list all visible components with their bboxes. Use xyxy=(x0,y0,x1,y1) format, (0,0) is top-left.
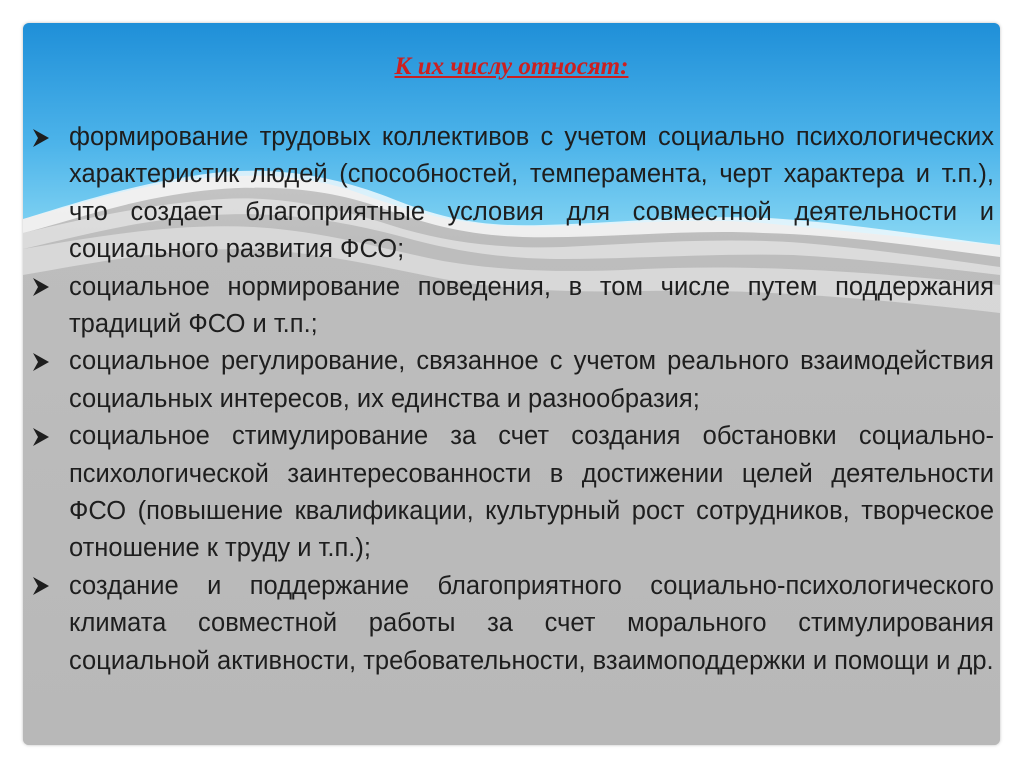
list-item-text: формирование трудовых коллективов с учетом социально психологических характеристик людей (способностей, темперамента, черт характера и т.п.), что создает благоприятные условия для совместной деятельности и социального развития ФСО; xyxy=(69,123,994,264)
list-item-text: социальное регулирование, связанное с учетом реального взаимодействия социальных интересов, их единства и разнообразия; xyxy=(69,347,994,413)
list-item xyxy=(31,343,994,418)
list-item xyxy=(31,119,994,269)
arrow-bullet-icon xyxy=(31,568,61,605)
arrow-bullet-icon xyxy=(31,418,61,455)
list-item-text: создание и поддержание благоприятного социально-психологического климата совместной работы за счет морального стимулирования социальной активности, требовательности, взаимоподдержки и помощи и др. xyxy=(69,571,994,675)
list-item-text: социальное стимулирование за счет создания обстановки социально-психологической заинтересованности в достижении целей деятельности ФСО (повышение квалификации, культурный рост сотрудников, творческое отношение к труду и т.п.); xyxy=(69,422,994,563)
slide xyxy=(23,23,1000,745)
slide-title: К их числу относят: xyxy=(394,53,629,80)
arrow-bullet-icon xyxy=(31,343,61,380)
list-item xyxy=(31,269,994,344)
bullet-list xyxy=(31,119,994,680)
list-item-text: социальное нормирование поведения, в том числе путем поддержания традиций ФСО и т.п.; xyxy=(69,272,994,339)
list-item xyxy=(31,568,994,680)
arrow-bullet-icon xyxy=(31,269,61,306)
arrow-bullet-icon xyxy=(31,119,61,156)
list-item xyxy=(31,418,994,568)
